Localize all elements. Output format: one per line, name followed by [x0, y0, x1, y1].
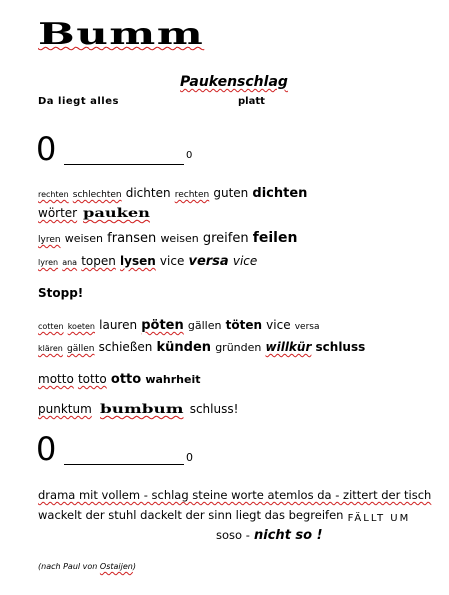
poem-line-3 — [38, 230, 297, 246]
word: bumbum — [99, 402, 184, 416]
word: lyren — [38, 258, 59, 267]
word: dichten — [125, 186, 171, 200]
poem-line-7 — [38, 372, 201, 387]
word: guten — [213, 186, 249, 200]
word: punktum — [38, 402, 92, 416]
word: schluss! — [189, 402, 239, 416]
word: fransen — [107, 231, 157, 246]
closing-line-1: drama mit vollem - schlag steine worte atemlos da - zittert der tisch — [38, 488, 432, 502]
credit-prefix: (nach Paul von — [38, 562, 98, 571]
poem-line-5 — [38, 318, 320, 333]
word: rechten — [174, 190, 210, 200]
zero-left-1: 0 — [36, 130, 57, 168]
word: feilen — [252, 230, 298, 246]
word: schießen — [98, 340, 153, 354]
word: klären — [38, 344, 63, 353]
word: willkür — [265, 340, 312, 354]
closing-line-3 — [216, 528, 323, 543]
credit-suffix: ) — [132, 562, 136, 571]
word: gründen — [215, 341, 262, 354]
word: künden — [156, 340, 212, 355]
stopp-text: Stopp! — [38, 286, 84, 300]
poem-line-2 — [38, 206, 151, 221]
zero-left-2: 0 — [36, 430, 57, 468]
word: schlechten — [72, 190, 122, 200]
word: wahrheit — [145, 373, 201, 386]
page-title: Bumm — [38, 17, 205, 52]
word: otto — [110, 372, 142, 387]
word: motto — [38, 372, 74, 386]
soso-text: soso - — [216, 528, 250, 542]
word: pöten — [141, 318, 184, 333]
word: ana — [62, 258, 78, 267]
word: vice — [159, 254, 185, 268]
word: pauken — [83, 206, 151, 220]
zero-right-1: 0 — [186, 150, 193, 161]
word: gällen — [67, 344, 95, 354]
word: versa — [294, 322, 320, 332]
word: versa — [188, 254, 229, 269]
header-right-text: platt — [238, 96, 265, 107]
word: totto — [77, 372, 107, 386]
word: koeten — [67, 322, 95, 331]
poem-line-8 — [38, 402, 238, 417]
word: weisen — [64, 232, 104, 245]
word: topen — [81, 254, 116, 268]
header-left-text: Da liegt alles — [38, 96, 119, 107]
word: cotten — [38, 322, 64, 331]
word: wörter — [38, 206, 78, 220]
subtitle: Paukenschlag — [180, 74, 288, 90]
not-so-text: nicht so ! — [254, 528, 323, 543]
poem-line-1 — [38, 186, 307, 201]
credit-name: Ostaijen — [99, 562, 133, 571]
zero-underline-1 — [64, 164, 184, 165]
word: dichten — [252, 186, 308, 201]
credit — [38, 558, 136, 573]
poem-line-4 — [38, 254, 257, 269]
word: lysen — [120, 254, 156, 268]
word: gällen — [187, 319, 222, 332]
word: schluss — [315, 340, 366, 354]
zero-underline-2 — [64, 464, 184, 465]
word: rechten — [38, 190, 69, 199]
word: lyren — [38, 235, 61, 245]
falls-over-text: FÄLLT UM — [347, 513, 411, 524]
zero-right-2: 0 — [186, 451, 193, 464]
word: töten — [225, 318, 263, 332]
word: greifen — [202, 231, 249, 246]
word: lauren — [99, 318, 138, 332]
closing-line-2 — [38, 508, 410, 523]
word: vice — [232, 254, 258, 268]
poem-line-6 — [38, 340, 365, 355]
closing-line-2-text: wackelt der stuhl dackelt der sinn liegt das begreifen — [38, 508, 344, 522]
word: weisen — [160, 232, 199, 245]
word: vice — [266, 318, 291, 332]
